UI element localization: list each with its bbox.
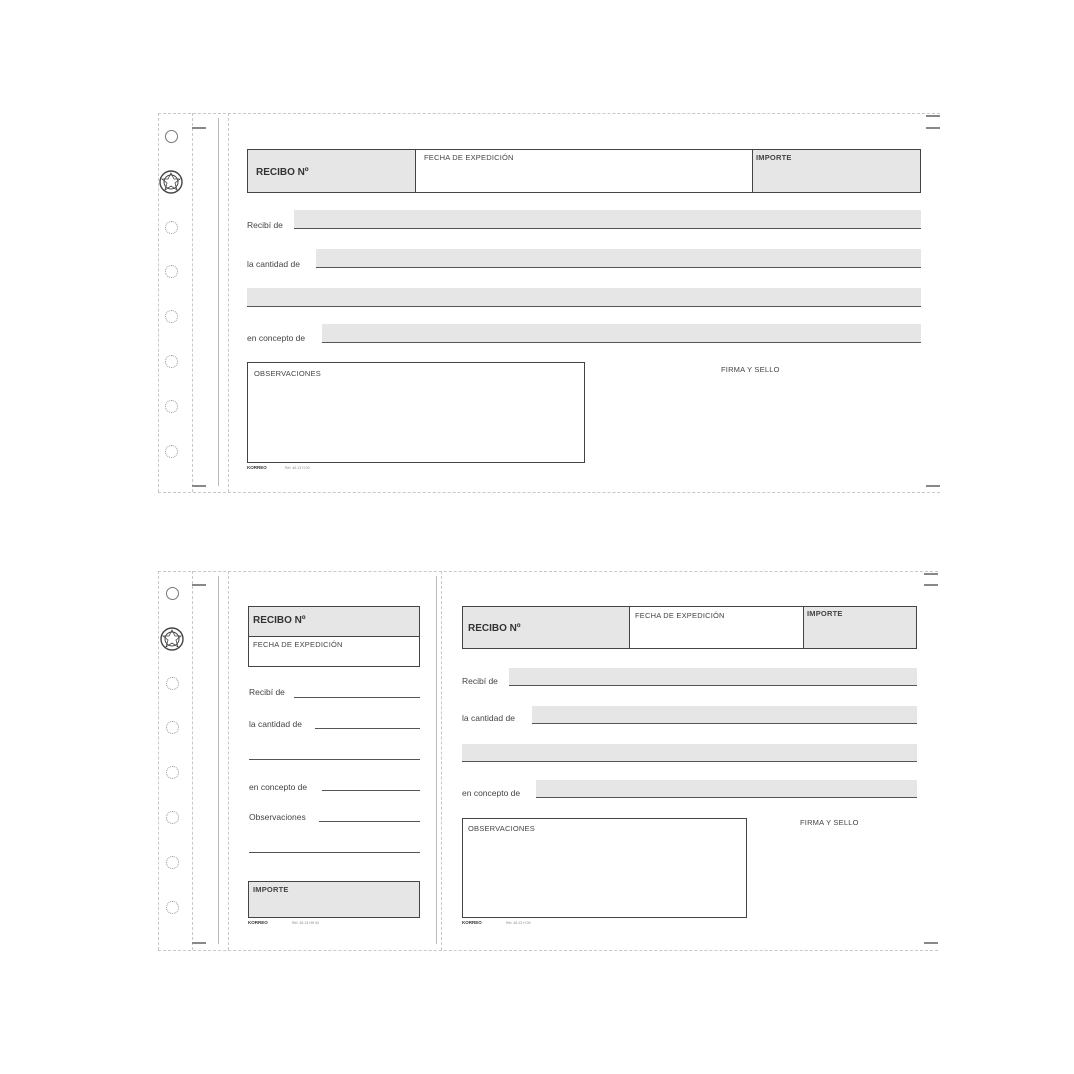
punch-hole-icon: [166, 901, 179, 914]
stub-observaciones-label: Observaciones: [249, 812, 306, 822]
main-brand-logo: KORREO: [462, 920, 482, 925]
stub-reference-code: Ref. 46.13 HH 00: [292, 921, 320, 925]
importe-label: IMPORTE: [756, 153, 792, 162]
perforation-line: [158, 950, 938, 951]
stub-margin-line: [436, 576, 437, 944]
tick-mark: [926, 127, 940, 129]
recibi-de-label: Recibí de: [247, 220, 283, 230]
stub-recibo-label: RECIBO Nº: [253, 615, 306, 626]
stub-cantidad-continuation-line[interactable]: [249, 759, 420, 760]
rosette-emblem-icon: [159, 170, 183, 194]
main-cantidad-continuation-field[interactable]: [462, 744, 917, 762]
stub-observaciones-continuation-line[interactable]: [249, 852, 420, 853]
punch-hole-icon: [165, 400, 178, 413]
recibi-de-field[interactable]: [294, 210, 921, 229]
stub-recibi-de-line[interactable]: [294, 697, 420, 698]
cantidad-de-label: la cantidad de: [247, 259, 300, 269]
punch-hole-icon: [165, 265, 178, 278]
punch-hole-icon: [166, 811, 179, 824]
punch-hole-icon: [165, 445, 178, 458]
stub-recibi-de-label: Recibí de: [249, 687, 285, 697]
punch-hole-icon: [165, 130, 178, 143]
perforation-line: [158, 113, 940, 114]
stub-perforation: [441, 571, 442, 950]
perforation-line: [158, 492, 940, 493]
main-concepto-de-field[interactable]: [536, 780, 917, 798]
concepto-de-label: en concepto de: [247, 333, 306, 343]
margin-line: [218, 576, 219, 944]
main-recibo-label: RECIBO Nº: [468, 623, 521, 634]
punch-hole-icon: [166, 587, 179, 600]
tick-mark: [926, 115, 940, 117]
cantidad-continuation-field[interactable]: [247, 288, 921, 307]
stub-importe-label: IMPORTE: [253, 885, 289, 894]
margin-line: [218, 118, 219, 486]
stub-fecha-label: FECHA DE EXPEDICIÓN: [253, 640, 343, 649]
reference-code: Ref. 46.13 H 00: [285, 466, 310, 470]
brand-logo: KORREO: [247, 465, 267, 470]
punch-hole-icon: [166, 856, 179, 869]
tick-mark: [192, 127, 206, 129]
main-recibi-de-field[interactable]: [509, 668, 917, 686]
observaciones-label: OBSERVACIONES: [254, 369, 321, 378]
main-observaciones-label: OBSERVACIONES: [468, 824, 535, 833]
main-importe-label: IMPORTE: [807, 609, 843, 618]
stub-concepto-de-label: en concepto de: [249, 782, 308, 792]
perforation-line: [158, 571, 938, 572]
main-recibi-de-label: Recibí de: [462, 676, 498, 686]
main-firma-sello-label: FIRMA Y SELLO: [800, 818, 859, 827]
perforation-line: [158, 571, 159, 950]
punch-hole-icon: [166, 766, 179, 779]
tick-mark: [192, 584, 206, 586]
main-cantidad-de-field[interactable]: [532, 706, 917, 724]
main-fecha-label: FECHA DE EXPEDICIÓN: [635, 611, 725, 620]
stub-cantidad-de-label: la cantidad de: [249, 719, 302, 729]
punch-hole-icon: [166, 721, 179, 734]
tick-mark: [192, 485, 206, 487]
perforation-line: [228, 571, 229, 950]
main-concepto-de-label: en concepto de: [462, 788, 521, 798]
rosette-emblem-icon: [160, 627, 184, 651]
recibo-label: RECIBO Nº: [256, 167, 309, 178]
fecha-label: FECHA DE EXPEDICIÓN: [424, 153, 514, 162]
stub-concepto-de-line[interactable]: [322, 790, 420, 791]
tick-mark: [926, 485, 940, 487]
main-cantidad-de-label: la cantidad de: [462, 713, 515, 723]
perforation-line: [228, 113, 229, 492]
punch-hole-icon: [166, 677, 179, 690]
main-observaciones-box[interactable]: [462, 818, 747, 918]
tick-mark: [924, 584, 938, 586]
tick-mark: [924, 942, 938, 944]
punch-hole-icon: [165, 310, 178, 323]
tick-mark: [192, 942, 206, 944]
stub-cantidad-de-line[interactable]: [315, 728, 420, 729]
punch-hole-icon: [165, 355, 178, 368]
concepto-de-field[interactable]: [322, 324, 921, 343]
stub-observaciones-line[interactable]: [319, 821, 420, 822]
main-reference-code: Ref. 46.13 H 00: [506, 921, 531, 925]
perforation-line: [192, 571, 193, 950]
punch-hole-icon: [165, 221, 178, 234]
cantidad-de-field[interactable]: [316, 249, 921, 268]
tick-mark: [924, 573, 938, 575]
firma-sello-label: FIRMA Y SELLO: [721, 365, 780, 374]
perforation-line: [192, 113, 193, 492]
stub-brand-logo: KORREO: [248, 920, 268, 925]
